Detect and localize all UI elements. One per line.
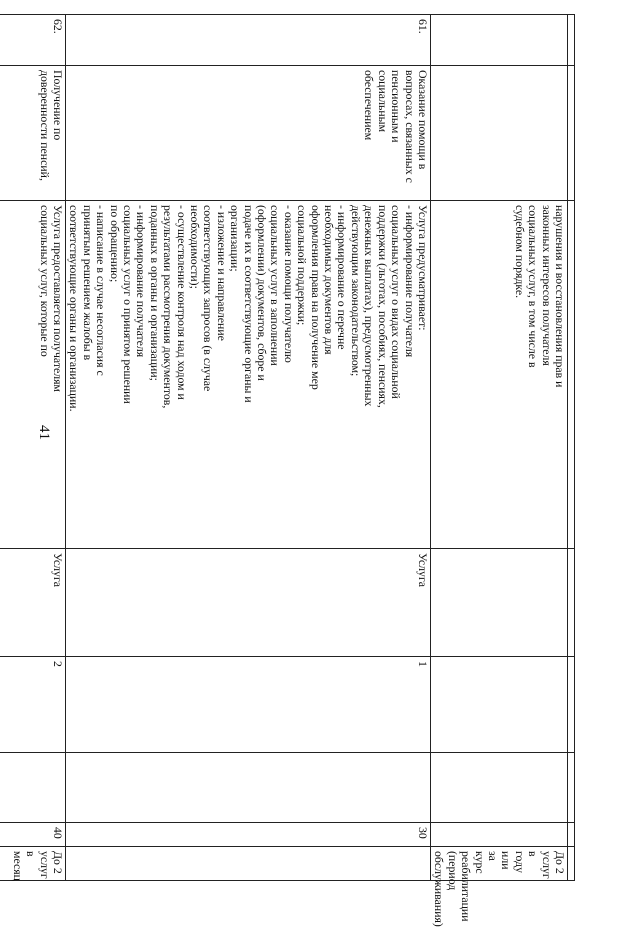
service-form — [430, 549, 567, 657]
description-line: - информирование получателя — [402, 205, 417, 358]
table-cell — [568, 15, 575, 66]
table-cell — [568, 847, 575, 881]
description-line: социальной поддержки; — [295, 205, 310, 326]
description-line: Услуга предусматривает: — [415, 205, 430, 331]
description-line: социальных услуг, в том числе в — [526, 205, 541, 368]
description-line: по обращению; — [107, 205, 122, 283]
description-line: оформления права на получение мер — [308, 205, 323, 390]
description-line: социальных услуг о видах социальной — [389, 205, 404, 399]
col-a — [430, 657, 567, 753]
description-line: необходимости); — [188, 205, 203, 289]
col-a: 1 — [65, 657, 430, 753]
description-line: поданных в органы и организации; — [147, 205, 162, 381]
row-number — [430, 15, 567, 66]
description-line: Услуга предоставляется получателям — [50, 205, 65, 392]
description-line: законных интересов получателя — [539, 205, 554, 366]
description-line: - информирование получателя — [134, 205, 149, 358]
description-line: социальных услуг, которые по — [37, 205, 52, 357]
col-b — [0, 753, 65, 823]
col-c: 40 — [0, 823, 65, 847]
description-line: подаче их в соответствующие органы и — [241, 205, 256, 403]
description-line: соответствующих запросов (в случае — [201, 205, 216, 392]
table-row — [0, 15, 65, 881]
table-cell — [568, 549, 575, 657]
description-line: необходимых документов для — [322, 205, 337, 355]
table-cell — [568, 66, 575, 201]
description-line: соответствующие органы и организации. — [67, 205, 82, 412]
col-c: 30 — [65, 823, 430, 847]
table-cell — [568, 657, 575, 753]
description-line: принятым решением жалобы в — [80, 205, 95, 361]
service-form: Услуга — [65, 549, 430, 657]
description-line: (оформлении) документов, сборе и — [255, 205, 270, 381]
table-row — [430, 15, 567, 881]
description-line: - оказание помощи получателю — [281, 205, 296, 363]
row-number: 62. — [0, 15, 65, 66]
description-line: нарушения и восстановления прав и — [553, 205, 567, 388]
col-b — [65, 753, 430, 823]
description-line: - изложение и направление — [214, 205, 229, 341]
service-name: Оказание помощи в вопросах, связанных с пенсионным и социальным обеспечением — [65, 66, 430, 201]
description-line: социальных услуг в заполнении — [268, 205, 283, 366]
description-line: - осуществление контроля над ходом и — [174, 205, 189, 400]
service-description — [65, 201, 430, 549]
col-d — [65, 847, 430, 881]
table-row — [65, 15, 430, 881]
description-line: - написание в случае несогласия с — [94, 205, 109, 376]
description-line: судебном порядке. — [512, 205, 527, 299]
description-line: поддержки (льготах, пособиях, пенсиях, — [375, 205, 390, 408]
col-d — [0, 847, 65, 881]
col-a: 2 — [0, 657, 65, 753]
table-cell — [568, 201, 575, 549]
page-number: 41 — [36, 425, 52, 440]
services-table — [0, 14, 575, 927]
col-c — [430, 823, 567, 847]
description-line: денежных выплатах), предусмотренных — [362, 205, 377, 407]
description-line: - информирование о перечне — [335, 205, 350, 350]
service-frequency: До 2 услуг в месяц — [10, 851, 65, 881]
service-frequency: До 2 услуг в году или за курс реабилитации (период обслуживания) — [432, 851, 567, 927]
row-number: 61. — [65, 15, 430, 66]
description-line: социальных услуг о принятом решении — [121, 205, 135, 404]
col-b — [430, 753, 567, 823]
description-line: действующим законодательством; — [348, 205, 363, 377]
col-d — [430, 847, 567, 927]
service-name — [430, 66, 567, 201]
service-name: Получение по доверенности пенсий, — [0, 66, 65, 201]
description-line: результатами рассмотрения документов, — [161, 205, 176, 409]
table-cell — [568, 823, 575, 847]
service-form: Услуга — [0, 549, 65, 657]
table-cell — [568, 753, 575, 823]
table-top-row — [568, 15, 575, 881]
service-description — [430, 201, 567, 549]
service-description — [0, 201, 65, 549]
description-line: организации; — [228, 205, 243, 272]
